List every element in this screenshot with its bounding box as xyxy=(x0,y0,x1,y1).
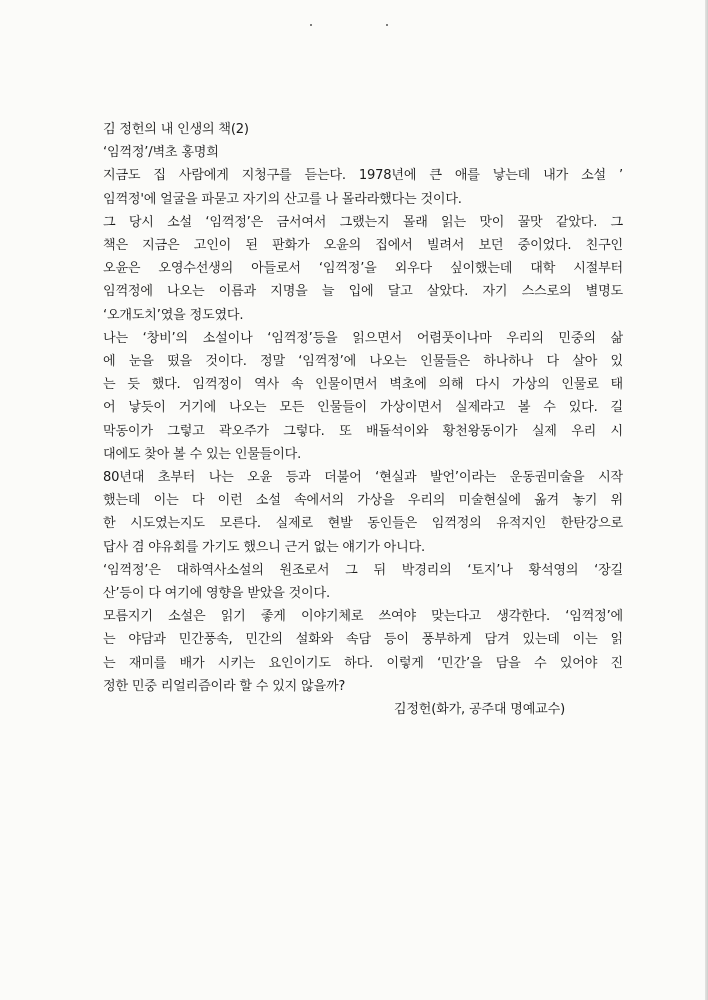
paragraph-line: 오윤은 오영수선생의 아들로서 ‘임꺽정’을 외우다 싶이했는데 대학 시절부터 xyxy=(103,261,623,277)
document-body xyxy=(103,118,623,721)
paragraph-line: 산’등이 다 여기에 영향을 받았을 것이다. xyxy=(103,586,330,602)
paragraph-line: 임꺽정'에 얼굴을 파묻고 자기의 산고를 나 몰라라했다는 것이다. xyxy=(103,191,462,207)
document-title: 김 정헌의 내 인생의 책(2) xyxy=(103,122,249,137)
paragraph-line: 에 눈을 떴을 것이다. 정말 ‘임꺽정’에 나오는 인물들은 하나하나 다 살아 있 xyxy=(103,354,623,370)
author-signature: 김정헌(화가, 공주대 명예교수) xyxy=(393,702,565,718)
paragraph-line: 책은 지금은 고인이 된 판화가 오윤의 집에서 빌려서 보던 중이었다. 친구인 xyxy=(103,238,623,254)
paragraph-line: 임꺽정에 나오는 이름과 지명을 늘 입에 달고 살았다. 자기 스스로의 별명도 xyxy=(103,284,623,300)
paragraph-line: 는 야담과 민간풍속, 민간의 설화와 속담 등이 풍부하게 담겨 있는데 이는 읽 xyxy=(103,632,623,648)
paragraph-line: 는 듯 했다. 임꺽정이 역사 속 인물이면서 벽초에 의해 다시 가상의 인물로 태 xyxy=(103,377,623,393)
scan-speck xyxy=(386,24,388,26)
paragraph-line: ‘오개도치’였을 정도였다. xyxy=(103,307,244,323)
paragraph-line: ‘임꺽정’은 대하역사소설의 원조로서 그 뒤 박경리의 ‘토지’나 황석영의 ‘장길 xyxy=(103,562,623,578)
scan-speck xyxy=(310,24,312,26)
paragraph-line: 어 낳듯이 거기에 나오는 모든 인물들이 가상이면서 실제라고 볼 수 있다. 길 xyxy=(103,400,623,416)
paragraph-line: 모름지기 소설은 읽기 좋게 이야기체로 쓰여야 맞는다고 생각한다. ‘임꺽정’에 xyxy=(103,609,623,625)
paragraph-line: 나는 ‘창비’의 소설이나 ‘임꺽정’등을 읽으면서 어렴풋이나마 우리의 민중의 삶 xyxy=(103,330,623,346)
paragraph-line: 했는데 이는 다 이런 소설 속에서의 가상을 우리의 미술현실에 옮겨 놓기 위 xyxy=(103,493,623,509)
paragraph-line: 한 시도였는지도 모른다. 실제로 현발 동인들은 임꺽정의 유적지인 한탄강으로 xyxy=(103,516,623,532)
paragraph-line: 80년대 초부터 나는 오윤 등과 더불어 ‘현실과 발언’이라는 운동권미술을 시작 xyxy=(103,470,623,486)
paragraph-line: 는 재미를 배가 시키는 요인이기도 하다. 이렇게 ‘민간’을 담을 수 있어야 진 xyxy=(103,655,623,671)
paragraph-line: 그 당시 소설 ‘임꺽정’은 금서여서 그랬는지 몰래 읽는 맛이 꿀맛 같았다. 그 xyxy=(103,214,623,230)
paragraph-line: 지금도 집 사람에게 지청구를 듣는다. 1978년에 큰 애를 낳는데 내가 소설 ’ xyxy=(103,168,623,184)
paragraph-line: 답사 겸 야유회를 가기도 했으니 근거 없는 얘기가 아니다. xyxy=(103,539,425,555)
paragraph-line: 막동이가 그렇고 곽오주가 그렇다. 또 배돌석이와 황천왕동이가 실제 우리 시 xyxy=(103,423,623,439)
book-subtitle: ‘임꺽정’/벽초 홍명희 xyxy=(103,145,219,161)
paragraph-line: 정한 민중 리얼리즘이라 할 수 있지 않을까? xyxy=(103,678,346,694)
paragraph-line: 대에도 찾아 볼 수 있는 인물들이다. xyxy=(103,446,302,462)
